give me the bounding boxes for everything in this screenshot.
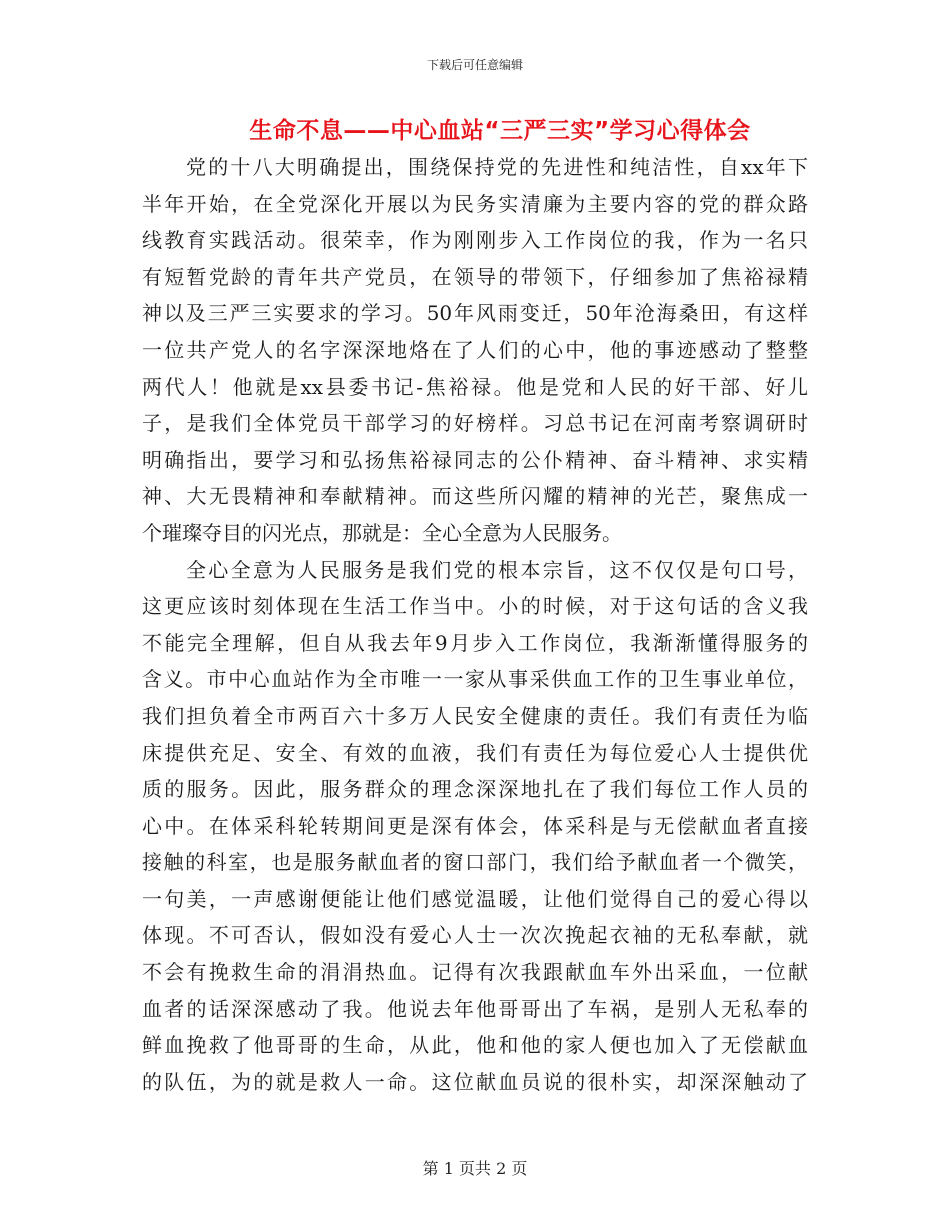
text-line: 神以及三严三实要求的学习。50年风雨变迁，50年沧海桑田，有这样 [142, 301, 808, 326]
document-body [142, 149, 808, 1100]
text-line: 线教育实践活动。很荣幸，作为刚刚步入工作岗位的我，作为一名只 [142, 228, 808, 253]
text-line: 神、大无畏精神和奉献精神。而这些所闪耀的精神的光芒，聚焦成一 [142, 484, 808, 509]
text-line: 半年开始，在全党深化开展以为民务实清廉为主要内容的党的群众路 [142, 191, 808, 216]
document-title: 生命不息——中心血站“三严三实”学习心得体会 [249, 118, 751, 144]
text-line: 质的服务。因此，服务群众的理念深深地扎在了我们每位工作人员的 [142, 777, 808, 802]
text-line: 全心全意为人民服务是我们党的根本宗旨，这不仅仅是句口号， [186, 557, 808, 582]
text-line: 不会有挽救生命的涓涓热血。记得有次我跟献血车外出采血，一位献 [142, 960, 808, 985]
text-line: 的队伍，为的就是救人一命。这位献血员说的很朴实，却深深触动了 [142, 1069, 808, 1094]
text-line: 有短暂党龄的青年共产党员，在领导的带领下，仔细参加了焦裕禄精 [142, 264, 808, 289]
text-line: 党的十八大明确提出，围绕保持党的先进性和纯洁性，自xx年下 [186, 155, 808, 179]
text-line: 心中。在体采科轮转期间更是深有体会，体采科是与无偿献血者直接 [142, 813, 808, 838]
text-line: 含义。市中心血站作为全市唯一一家从事采供血工作的卫生事业单位， [142, 667, 808, 692]
text-line: 血者的话深深感动了我。他说去年他哥哥出了车祸，是别人无私奉的 [142, 996, 808, 1021]
text-line: 明确指出，要学习和弘扬焦裕禄同志的公仆精神、奋斗精神、求实精 [142, 447, 808, 472]
text-line: 床提供充足、安全、有效的血液，我们有责任为每位爱心人士提供优 [142, 740, 808, 765]
text-line: 我们担负着全市两百六十多万人民安全健康的责任。我们有责任为临 [142, 703, 808, 728]
paragraph-1 [142, 149, 808, 552]
text-line: 个璀璨夺目的闪光点，那就是：全心全意为人民服务。 [142, 520, 622, 545]
text-line: 这更应该时刻体现在生活工作当中。小的时候，对于这句话的含义我 [142, 594, 808, 619]
text-line: 鲜血挽救了他哥哥的生命，从此，他和他的家人便也加入了无偿献血 [142, 1033, 808, 1058]
page-footer: 第 1 页共 2 页 [422, 1159, 528, 1178]
paragraph-2 [142, 552, 808, 1101]
text-line: 一位共产党人的名字深深地烙在了人们的心中，他的事迹感动了整整 [142, 337, 808, 362]
page-header: 下载后可任意编辑 [426, 58, 523, 72]
text-line: 接触的科室，也是服务献血者的窗口部门，我们给予献血者一个微笑， [142, 850, 808, 875]
text-line: 两代人！他就是xx县委书记-焦裕禄。他是党和人民的好干部、好儿 [142, 374, 808, 399]
text-line: 子，是我们全体党员干部学习的好榜样。习总书记在河南考察调研时 [142, 411, 808, 436]
text-line: 体现。不可否认，假如没有爱心人士一次次挽起衣袖的无私奉献，就 [142, 923, 808, 948]
text-line: 不能完全理解，但自从我去年9月步入工作岗位，我渐渐懂得服务的 [142, 630, 808, 655]
text-line: 一句美，一声感谢便能让他们感觉温暖，让他们觉得自己的爱心得以 [142, 886, 808, 911]
